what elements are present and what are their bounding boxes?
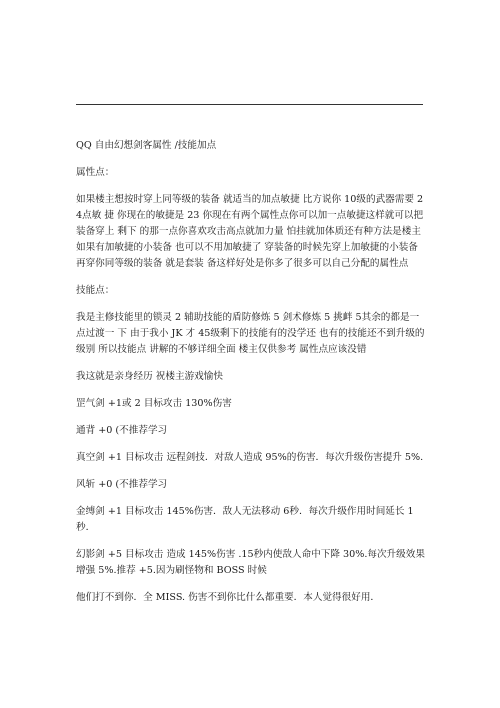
paragraph-closing-wish: 我这就是亲身经历 祝楼主游戏愉快 bbox=[76, 371, 223, 382]
section-heading-skills: 技能点： bbox=[76, 285, 115, 296]
paragraph-skill-advice: 我是主修技能里的锁灵 2 辅助技能的盾防修炼 5 剑术修炼 5 挑衅 5其余的都是一点过渡一 下 由于我小 JK 才 45级剩下的技能有的没学还 也有的技能还不到升级的级别 所以技能点 讲解的不够详细全面 楼主仅供参考 属性点应该没错 bbox=[76, 312, 425, 355]
skill-item-golden-bind-sword: 金缚剑 +1 目标攻击 145%伤害．敌人无法移动 6秒．每次升级作用时间延长 1秒． bbox=[76, 506, 414, 533]
skill-item-gangqi-sword: 罡气剑 +1或 2 目标攻击 130%伤害 bbox=[76, 398, 232, 409]
paragraph-attribute-advice: 如果楼主想按时穿上同等级的装备 就适当的加点敏捷 比方说你 10级的武器需要 24点敏 捷 你现在的敏捷是 23 你现在有两个属性点你可以加一点敏捷这样就可以把装备穿上 剩下 的那一点你喜欢攻击高点就加力量 怕挂就加体质还有种方法是楼主如果有加敏捷的小装备 也可以不用加敏捷了 穿装备的时候先穿上加敏捷的小装备再穿你同等级的装备 就是套装 备这样好处是你多了很多可以自己分配的属性点 bbox=[76, 194, 424, 269]
paragraph-final-remark: 他们打不到你．全 MISS. 伤害不到你比什么都重要．本人觉得很好用． bbox=[76, 592, 381, 603]
section-heading-attributes: 属性点： bbox=[76, 167, 115, 178]
document-title: QQ 自由幻想剑客属性 /技能加点 bbox=[76, 140, 217, 151]
horizontal-rule bbox=[76, 104, 423, 105]
skill-item-tongbei: 通背 +0 (不推荐学习 bbox=[76, 425, 168, 436]
skill-item-vacuum-sword: 真空剑 +1 目标攻击 远程剑技．对敌人造成 95%的伤害．每次升级伤害提升 5%. bbox=[76, 452, 424, 463]
document-body bbox=[76, 138, 426, 617]
skill-item-wind-slash: 风斩 +0 (不推荐学习 bbox=[76, 479, 168, 490]
skill-item-phantom-sword: 幻影剑 +5 目标攻击 造成 145%伤害 .15秒内使敌人命中下降 30%.每次升级效果增强 5%.推荐 +5.因为刷怪物和 BOSS 时候 bbox=[76, 549, 425, 576]
